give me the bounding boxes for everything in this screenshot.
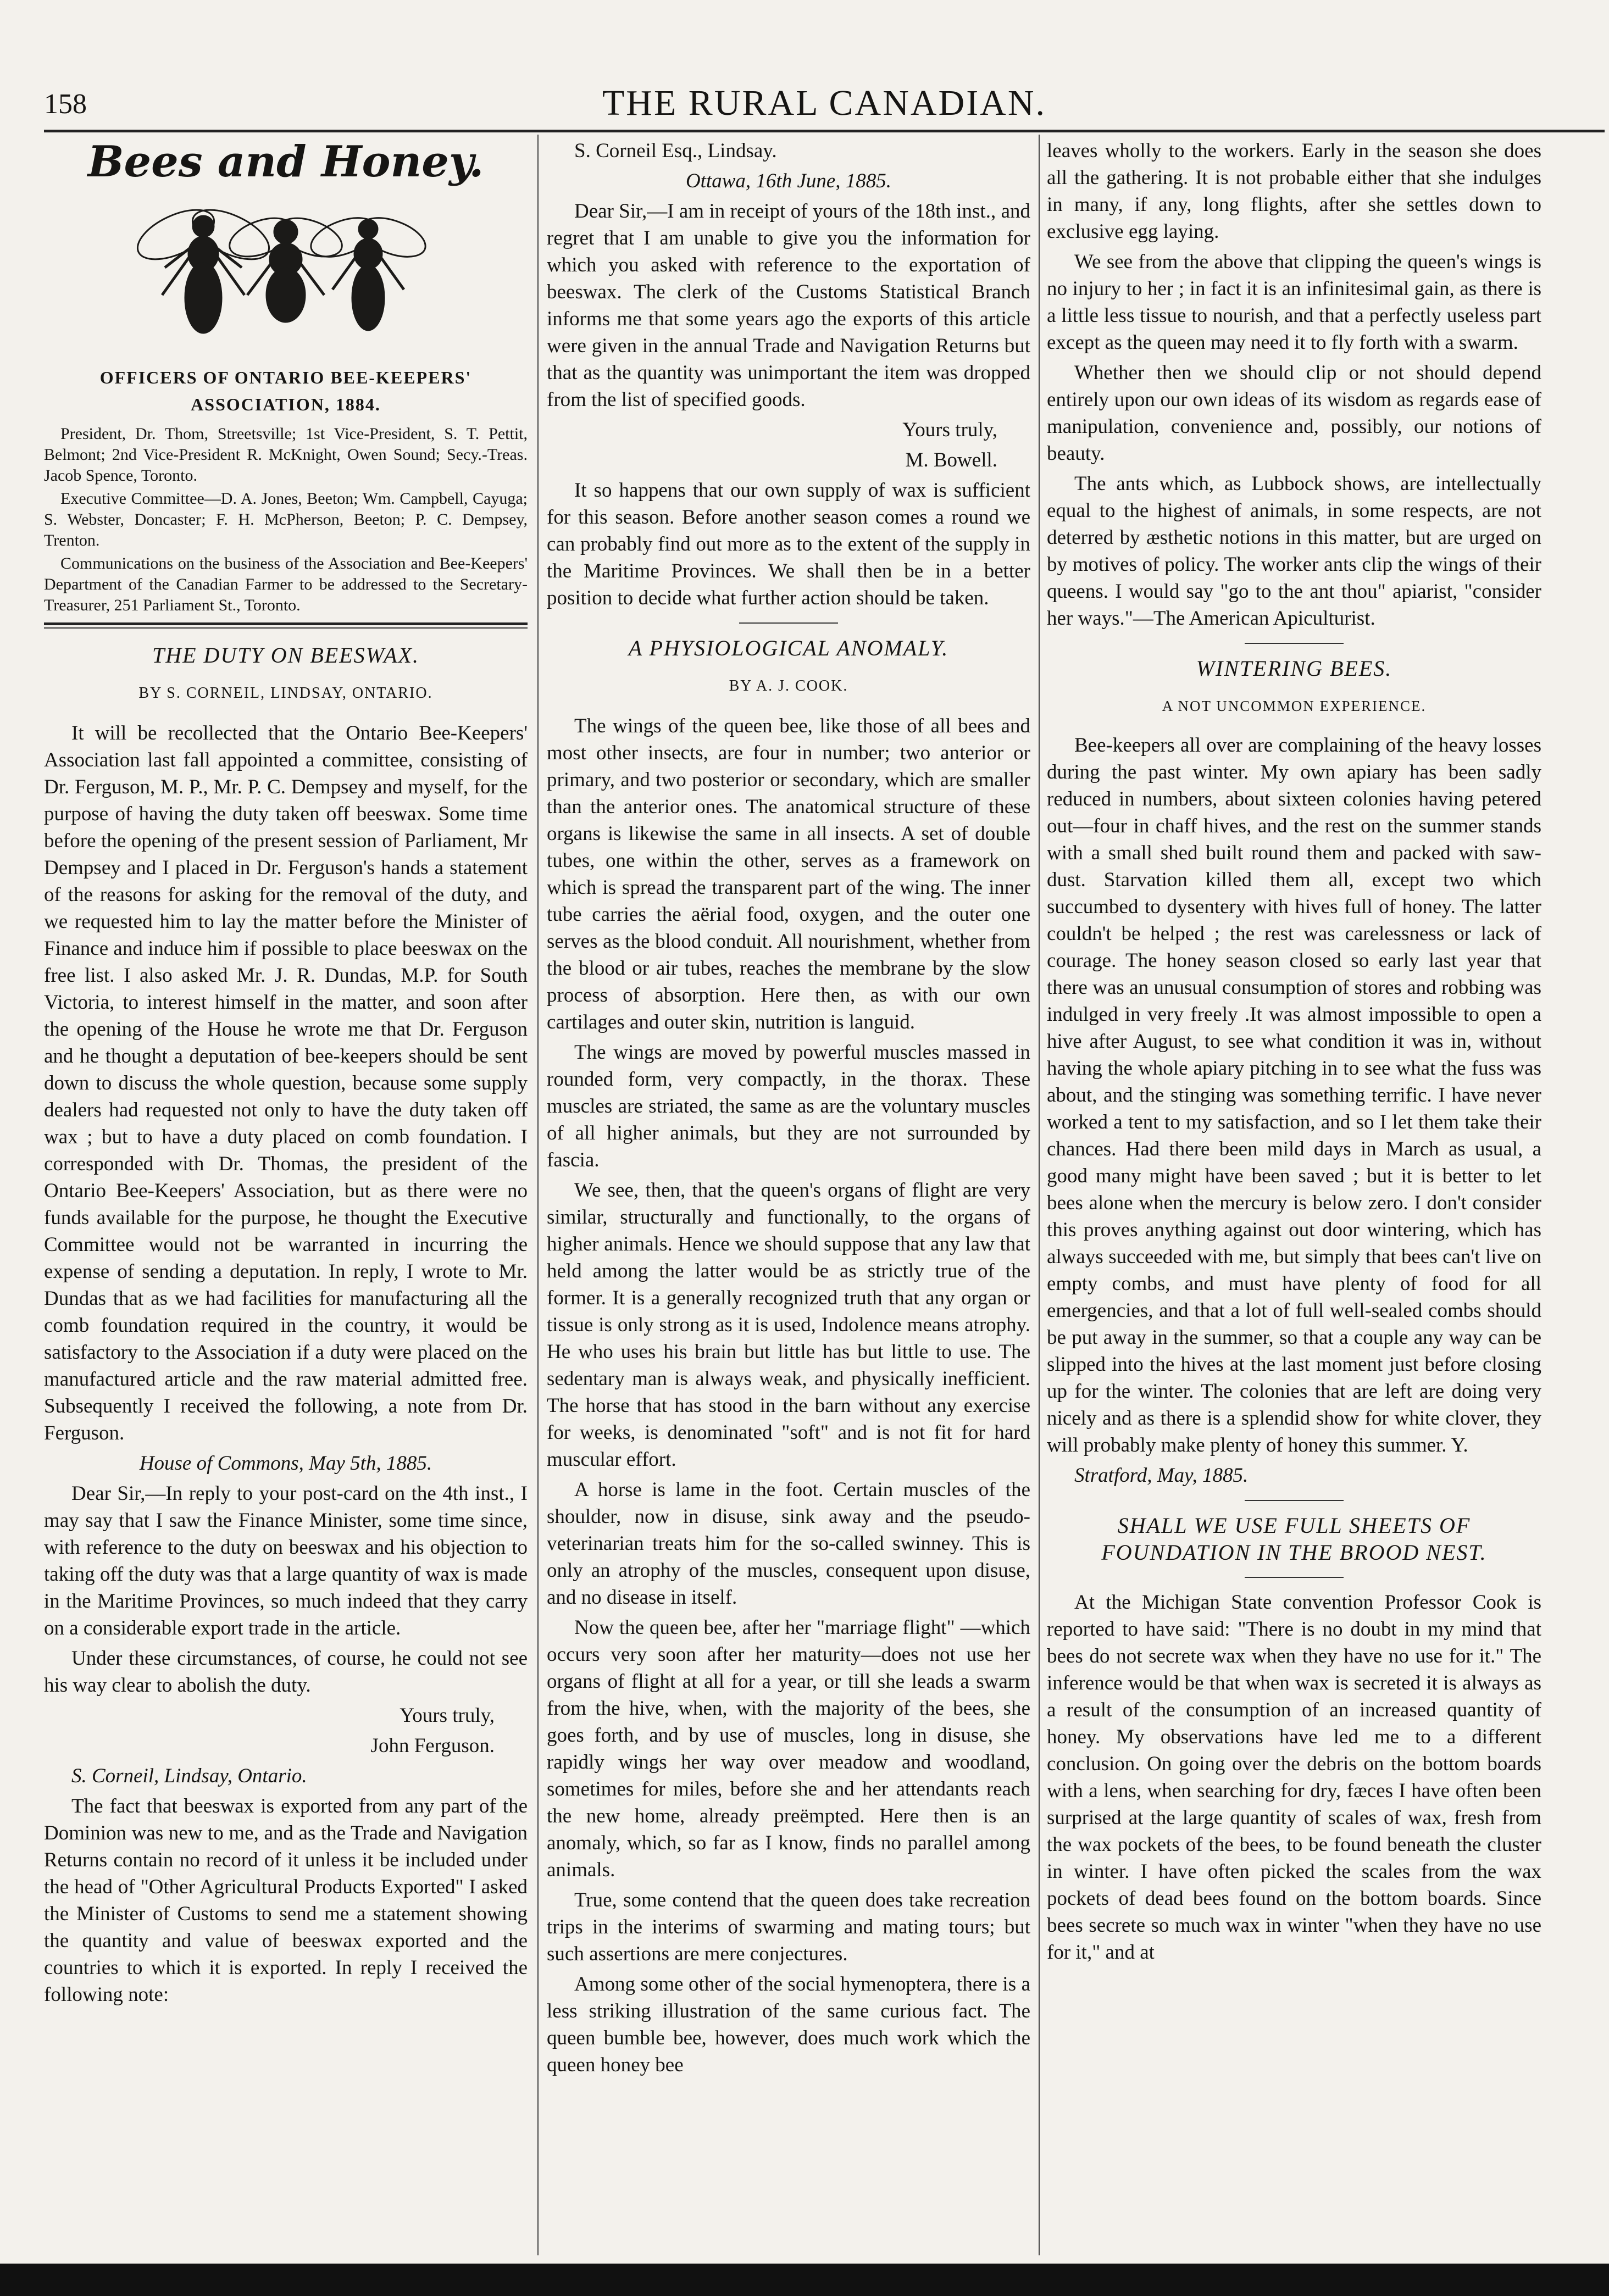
letter-paragraph: Under these circumstances, of course, he could not see his way clear to abolish the duty. (44, 1647, 528, 1697)
article-title: A PHYSIOLOGICAL ANOMALY. (628, 636, 949, 660)
article-paragraph: We see, then, that the queen's organs of flight are very similar, structurally and functionally, to the organs of higher animals. Hence we should suppose that any law that held among the latter would be as strictly true of the former. It is a generally recognized truth that any organ or tissue is only strong as it is used, Indolence means atrophy. He who uses his brain but little has but little to use. The sedentary man is always weak, and physically inefficient. The horse that has stood in the barn without any exercise for weeks, is denominated "soft" and is not fit for hard muscular effort. (547, 1179, 1030, 1471)
page-bottom-edge (0, 2264, 1609, 2296)
letter-dateline: Ottawa, 16th June, 1885. (685, 170, 892, 192)
article-paragraph: True, some contend that the queen does take recreation trips in the interims of swarming and mating tours; but such assertions are mere conjectures. (547, 1889, 1030, 1965)
column-divider-2 (1039, 135, 1040, 2255)
officers-paragraph: Communications on the business of the Association and Bee-Keepers' Department of the Canadian Farmer to be addressed to the Secretary-Treasurer, 251 Parliament St., Toronto. (44, 554, 528, 614)
article-title: WINTERING BEES. (1196, 656, 1392, 681)
article-paragraph: Whether then we should clip or not should depend entirely upon our own ideas of its wisdom as regards ease of manipulation, convenience and, possibly, our notions of beauty. (1047, 362, 1541, 465)
newspaper-title: THE RURAL CANADIAN. (602, 83, 1046, 123)
article-paragraph: It will be recollected that the Ontario Bee-Keepers' Association last fall appointed a committee, consisting of Dr. Ferguson, M. P., Mr. P. C. Dempsey and myself, for the purpose of having the duty taken off beeswax. Some time before the opening of the present session of Parliament, Mr Dempsey and I placed in Dr. Ferguson's hands a statement of the reasons for asking for the removal of the duty, and we requested him to lay the matter before the Minister of Finance and induce him if possible to place beeswax on the free list. I also asked Mr. J. R. Dundas, M.P. for South Victoria, to interest himself in the matter, and soon after the opening of the House he wrote me that Dr. Ferguson and he thought a deputation of bee-keepers should be sent down to discuss the whole question, because some supply dealers had requested not only to have the duty taken off wax ; but to have a duty placed on comb foundation. I corresponded with Dr. Thomas, the president of the Ontario Bee-Keepers' Association, but as there were no funds available for the purpose, he thought the Executive Committee would not be warranted in incurring the expense of sending a deputation. In reply, I wrote to Mr. Dundas that as we had facilities for manufacturing all the comb foundation required in the country, it would be satisfactory to the Association if a duty were placed on the manufactured article and the raw material admitted free. Subsequently I received the following, a note from Dr. Ferguson. (44, 722, 528, 1444)
bee-icon (224, 210, 347, 323)
article-paragraph: The ants which, as Lubbock shows, are intellectually equal to the highest of animals, in some respects, are not deterred by æsthetic notions in this matter, but are urged on by motives of policy. The worker ants clip the wings of their queens. I would say "go to the ant thou" apiarist, "consider her ways."—The American Apiculturist. (1047, 472, 1541, 630)
officers-paragraph: Executive Committee—D. A. Jones, Beeton; Wm. Campbell, Cayuga; S. Webster, Doncaster; F. H. McPherson, Beeton; P. C. Dempsey, Trenton. (44, 490, 528, 549)
article-dateline: Stratford, May, 1885. (1074, 1464, 1249, 1487)
section-rule (1245, 643, 1344, 644)
page-header (44, 82, 1605, 126)
article-byline: BY A. J. COOK. (729, 677, 848, 694)
header-rule (44, 130, 1605, 132)
article-paragraph: Among some other of the social hymenoptera, there is a less striking illustration of the same curious fact. The queen bumble bee, however, does much work which the queen honey bee (547, 1973, 1030, 2076)
officers-list (44, 424, 528, 616)
article-paragraph: A horse is lame in the foot. Certain muscles of the shoulder, now in disuse, sink away and the pseudo-veterinarian treats him for the so-called swinney. This is only an atrophy of the muscles, consequent upon disuse, and no disease in itself. (547, 1478, 1030, 1609)
letter-dateline: House of Commons, May 5th, 1885. (139, 1452, 432, 1475)
article-paragraph: We see from the above that clipping the queen's wings is no injury to her ; in fact it is an infinitesimal gain, as there is a little less tissue to nourish, and that a perfectly useless part except as the queen may need it to fly forth with a swarm. (1047, 251, 1541, 354)
section-rule (1245, 1500, 1344, 1501)
bee-icon (130, 200, 276, 333)
article-subtitle: A NOT UNCOMMON EXPERIENCE. (1162, 698, 1427, 714)
article-byline: BY S. CORNEIL, LINDSAY, ONTARIO. (138, 685, 433, 702)
letter-closing: Yours truly, (400, 1704, 495, 1727)
article-title: SHALL WE USE FULL SHEETS OF FOUNDATION IN THE BROOD NEST. (1101, 1513, 1487, 1565)
bee-icon (306, 210, 430, 331)
bees-illustration (121, 185, 451, 350)
section-rule (44, 622, 528, 625)
section-rule (739, 622, 838, 624)
column-divider-1 (537, 135, 539, 2255)
page-number: 158 (44, 88, 87, 120)
article-paragraph: The fact that beeswax is exported from any part of the Dominion was new to me, and as the Trade and Navigation Returns contain no record of it unless it be included under the head of "Other Agricultural Products Exported" I asked the Minister of Customs to send me a statement showing the quantity and value of beeswax exported and the countries to which it is exported. In reply I received the following note: (44, 1795, 528, 2006)
officers-heading: OFFICERS OF ONTARIO BEE-KEEPERS' ASSOCIATION, 1884. (99, 368, 472, 414)
letter-address: S. Corneil Esq., Lindsay. (574, 140, 777, 162)
article-paragraph: Bee-keepers all over are complaining of the heavy losses during the past winter. My own apiary has been sadly reduced in numbers, about sixteen colonies having petered out—four in chaff hives, and the rest on the summer stands with a small shed built round them and packed with saw-dust. Starvation killed them all, except two which succumbed to dysentery with hives full of honey. The latter couldn't be helped ; the rest was carelessness or lack of courage. The honey season closed so early last year that there was an unusual consumption of stores and robbing was indulged in very freely .It was almost impossible to open a hive after August, to see what condition it was in, without having the whole apiary pitching in to see what the fuss was about, and the stinging was something terrific. I have never worked a tent to my satisfaction, and so I let them take their chances. Had there been mild days in March as usual, a good many might have been saved ; but it is better to let bees alone when the mercury is below zero. I don't consider this proves anything against out door wintering, which has always succeeded with me, but simply that bees can't live on empty combs, and must have plenty of food for all emergencies, and that a lot of full well-sealed combs should be put away in the summer, so that a couple any way can be slipped into the hives at the last moment just before closing up for the winter. The colonies that are left are doing very nicely and as there is a splendid show for white clover, they will probably make plenty of honey this summer. Y. (1047, 734, 1541, 1456)
section-rule (44, 627, 528, 629)
letter-signature: M. Bowell. (905, 449, 997, 471)
article-paragraph: The wings are moved by powerful muscles massed in rounded form, very compactly, in the thorax. These muscles are striated, the same as are the voluntary muscles of all higher animals, but they are not surrounded by fascia. (547, 1041, 1030, 1171)
letter-address: S. Corneil, Lindsay, Ontario. (71, 1765, 307, 1787)
officers-paragraph: President, Dr. Thom, Streetsville; 1st Vice-President, S. T. Pettit, Belmont; 2nd Vice-President R. McKnight, Owen Sound; Secy.-Treas. Jacob Spence, Toronto. (44, 425, 528, 485)
column-2 (547, 137, 1030, 2253)
letter-signature: John Ferguson. (370, 1734, 495, 1757)
section-rule (1245, 1577, 1344, 1578)
article-paragraph: The wings of the queen bee, like those of all bees and most other insects, are four in number; two anterior or primary, and two posterior or secondary, which are smaller than the anterior ones. The anatomical structure of these organs is likewise the same in all insects. A set of double tubes, one within the other, serves as a framework on which is spread the transparent part of the wing. The inner tube carries the aërial food, oxygen, and the outer one serves as the blood conduit. All nourishment, whether from the blood or air tubes, reaches the membrane by the slow process of absorption. Here then, as with our own cartilages and outer skin, nutrition is languid. (547, 715, 1030, 1033)
department-title: Bees and Honey. (87, 137, 484, 187)
letter-paragraph: Dear Sir,—I am in receipt of yours of the 18th inst., and regret that I am unable to give you the information for which you asked with reference to the exportation of beeswax. The clerk of the Customs Statistical Branch informs me that some years ago the exports of this article were given in the annual Trade and Navigation Returns but that as the quantity was unimportant the item was dropped from the list of specified goods. (547, 200, 1030, 411)
article-paragraph: leaves wholly to the workers. Early in the season she does all the gathering. It is not probable either that she indulges in many, if any, long flights, after she settles down to exclusive egg laying. (1047, 140, 1541, 243)
article-title: THE DUTY ON BEESWAX. (152, 643, 420, 668)
column-1 (44, 137, 528, 2253)
letter-closing: Yours truly, (902, 419, 997, 441)
article-paragraph: At the Michigan State convention Professor Cook is reported to have said: "There is no doubt in my mind that bees do not secrete wax when they have no use for it." The inference would be that when wax is secreted it is always as a result of the consumption of an increased quantity of honey. My observations have led me to a different conclusion. On going over the debris on the bottom boards with a lens, when searching for dry, fæces I have often been surprised at the large quantity of scales of wax, fresh from the wax pockets of the bees, to be found beneath the cluster in winter. I have often picked the scales from the wax pockets of dead bees found on the bottom boards. Since bees secrete so much wax in winter "when they have no use for it," and at (1047, 1591, 1541, 1964)
column-3 (1047, 137, 1541, 2253)
letter-paragraph: Dear Sir,—In reply to your post-card on the 4th inst., I may say that I saw the Finance Minister, some time since, with reference to the duty on beeswax and his objection to taking off the duty was that a large quantity of wax is made in the Maritime Provinces, so much indeed that they carry on a considerable export trade in the article. (44, 1482, 528, 1639)
article-paragraph: It so happens that our own supply of wax is sufficient for this season. Before another season comes a round we can probably find out more as to the extent of the supply in the Maritime Provinces. We shall then be in a better position to decide what further action should be taken. (547, 479, 1030, 609)
article-paragraph: Now the queen bee, after her "marriage flight" —which occurs very soon after her maturity—does not use her organs of flight at all for a year, or till she leads a swarm from the hive, when, with the majority of the bees, she goes forth, and by use of muscles, long in disuse, she rapidly wings her way over meadow and woodland, sometimes for miles, before she and her attendants reach the new home, already preëmpted. Here then is an anomaly, which, so far as I know, finds no parallel among animals. (547, 1616, 1030, 1881)
